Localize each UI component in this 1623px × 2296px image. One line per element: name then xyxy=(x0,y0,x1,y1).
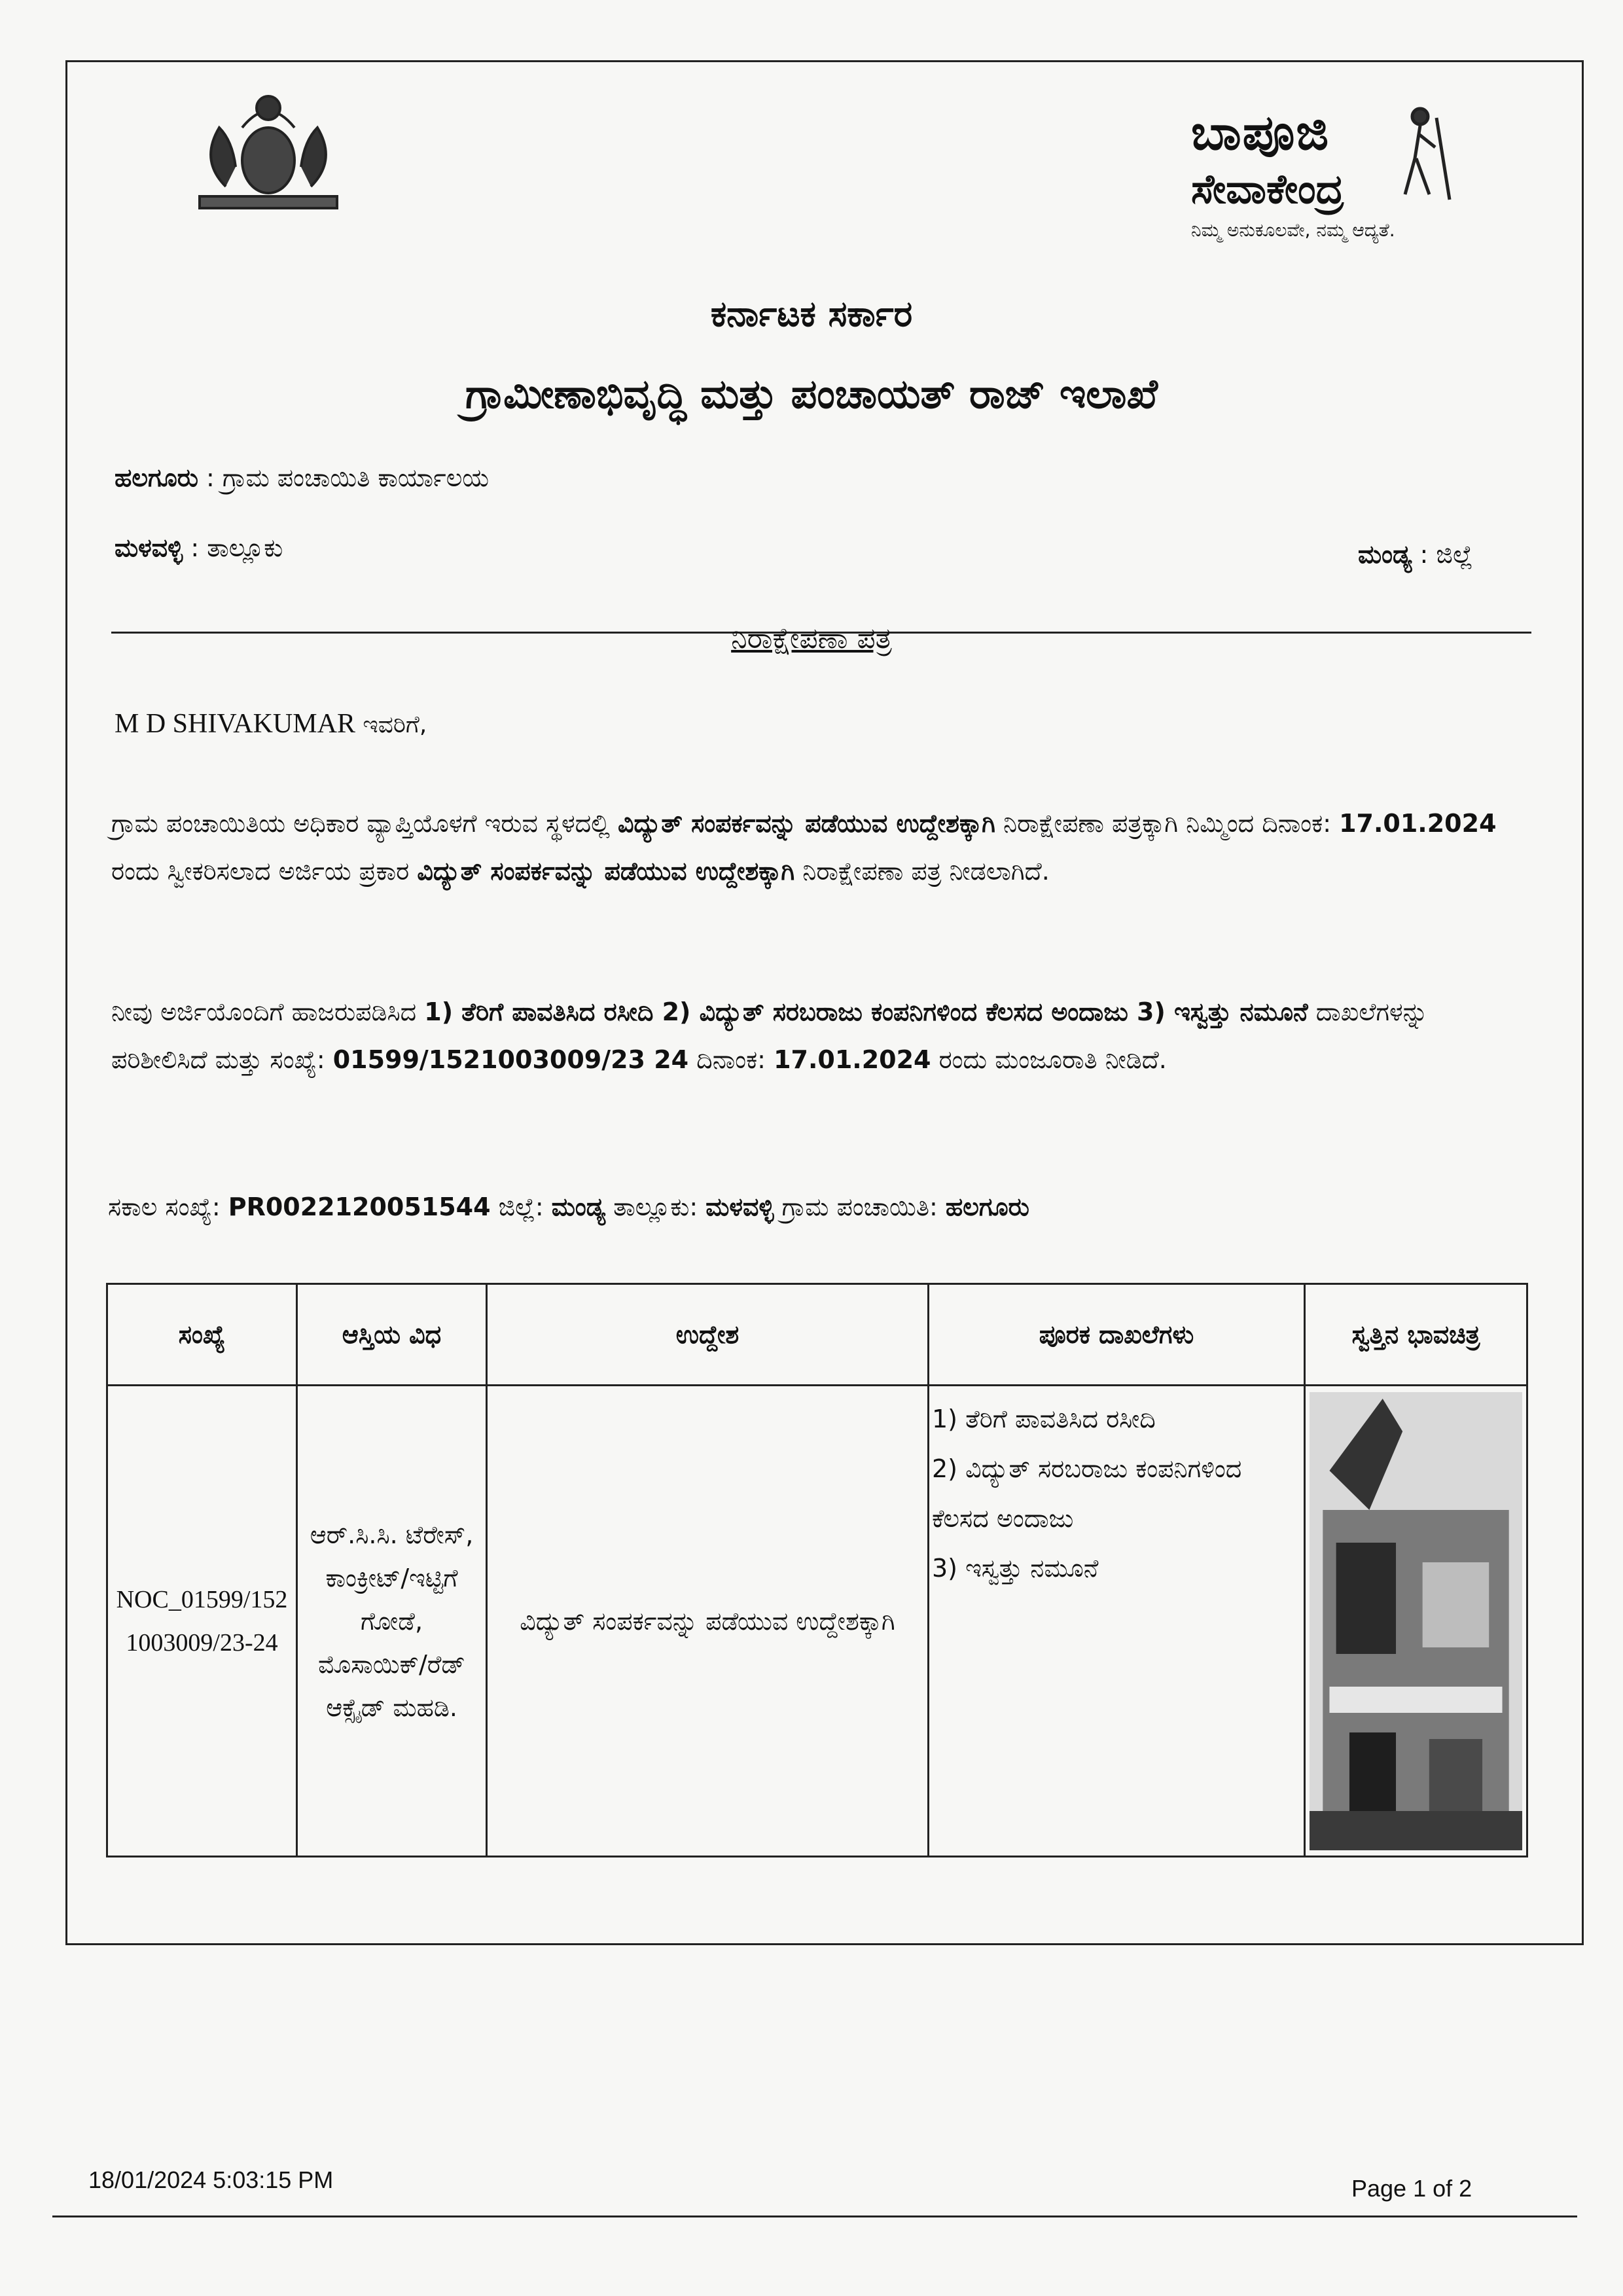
paragraph-1 xyxy=(111,800,1518,895)
property-photo xyxy=(1310,1392,1522,1850)
recipient-line xyxy=(115,708,427,740)
para1-purpose: ವಿದ್ಯುತ್ ಸಂಪರ್ಕವನ್ನು ಪಡೆಯುವ ಉದ್ದೇಶಕ್ಕಾಗಿ xyxy=(618,809,995,838)
para1-text-a: ಗ್ರಾಮ ಪಂಚಾಯಿತಿಯ ಅಧಿಕಾರ ವ್ಯಾಪ್ತಿಯೊಳಗೆ ಇರುವ ಸ್ಥಳದಲ್ಲಿ xyxy=(111,809,618,838)
recipient-suffix: ಇವರಿಗೆ, xyxy=(355,711,427,738)
sakala-number: PR0022120051544 xyxy=(228,1193,491,1221)
footer-divider xyxy=(52,2215,1577,2217)
gandhi-walking-icon xyxy=(1387,105,1466,203)
property-photo-cell xyxy=(1305,1386,1527,1857)
para2-text-d: ದಿನಾಂಕ: xyxy=(688,1045,774,1074)
bapuji-logo-tagline: ನಿಮ್ಮ ಅನುಕೂಲವೇ, ನಮ್ಮ ಆದ್ಯತೆ. xyxy=(1191,219,1395,241)
village-name: ಹಲಗೂರು xyxy=(115,463,198,492)
footer-timestamp: 18/01/2024 5:03:15 PM xyxy=(88,2166,334,2193)
document-item-3: 3) ಇಸ್ವತ್ತು ನಮೂನೆ xyxy=(932,1554,1099,1583)
document-title: ನಿರಾಕ್ಷೇಪಣಾ ಪತ್ರ xyxy=(731,622,892,655)
column-header-photo: ಸ್ವತ್ತಿನ ಭಾವಚಿತ್ರ xyxy=(1305,1284,1527,1386)
para2-number: 01599/1521003009/23 24 xyxy=(332,1045,689,1074)
column-header-purpose: ಉದ್ದೇಶ xyxy=(487,1284,929,1386)
recipient-name: M D SHIVAKUMAR xyxy=(115,709,355,739)
property-type-cell: ಆರ್.ಸಿ.ಸಿ. ಟೆರೇಸ್, ಕಾಂಕ್ರೀಟ್/ಇಟ್ಟಿಗೆ ಗೋಡೆ, ಮೊಸಾಯಿಕ್/ರೆಡ್ ಆಕ್ಸೈಡ್ ಮಹಡಿ. xyxy=(297,1386,487,1857)
sakala-gp-label: ಗ್ರಾಮ ಪಂಚಾಯಿತಿ: xyxy=(774,1193,946,1221)
taluk-line xyxy=(115,533,283,563)
para1-purpose-2: ವಿದ್ಯುತ್ ಸಂಪರ್ಕವನ್ನು ಪಡೆಯುವ ಉದ್ದೇಶಕ್ಕಾಗಿ xyxy=(417,857,795,886)
column-header-property-type: ಆಸ್ತಿಯ ವಿಧ xyxy=(297,1284,487,1386)
sakala-taluk: ಮಳವಳ್ಳಿ xyxy=(705,1193,774,1221)
document-item-1: 1) ತೆರಿಗೆ ಪಾವತಿಸಿದ ರಸೀದಿ xyxy=(932,1405,1156,1433)
karnataka-emblem-icon xyxy=(180,88,357,219)
para2-date: 17.01.2024 xyxy=(774,1045,931,1074)
para1-date: 17.01.2024 xyxy=(1339,809,1497,838)
column-header-documents: ಪೂರಕ ದಾಖಲೆಗಳು xyxy=(929,1284,1305,1386)
para1-text-f: ನಿರಾಕ್ಷೇಪಣಾ ಪತ್ರ ನೀಡಲಾಗಿದೆ. xyxy=(794,857,1050,886)
para2-documents: 1) ತೆರಿಗೆ ಪಾವತಿಸಿದ ರಸೀದಿ 2) ವಿದ್ಯುತ್ ಸರಬರಾಜು ಕಂಪನಿಗಳಿಂದ ಕೆಲಸದ ಅಂದಾಜು 3) ಇಸ್ವತ್ತು ನಮೂನೆ xyxy=(424,997,1308,1026)
sakala-district: ಮಂಡ್ಯ xyxy=(551,1193,606,1221)
office-line xyxy=(115,463,489,493)
purpose-cell: ವಿದ್ಯುತ್ ಸಂಪರ್ಕವನ್ನು ಪಡೆಯುವ ಉದ್ದೇಶಕ್ಕಾಗಿ xyxy=(487,1386,929,1857)
sakala-gp: ಹಲಗೂರು xyxy=(945,1193,1029,1221)
sakala-taluk-label: ತಾಲ್ಲೂಕು: xyxy=(605,1193,706,1221)
taluk-label: : ತಾಲ್ಲೂಕು xyxy=(190,533,283,562)
bapuji-logo-title: ಬಾಪೂಜಿ xyxy=(1191,105,1330,161)
para2-text-e: ರಂದು ಮಂಜೂರಾತಿ ನೀಡಿದೆ. xyxy=(931,1045,1167,1074)
paragraph-2 xyxy=(111,988,1518,1084)
para2-text-a: ನೀವು ಅರ್ಜಿಯೊಂದಿಗೆ ಹಾಜರುಪಡಿಸಿದ xyxy=(111,997,425,1026)
sakala-line xyxy=(108,1193,1029,1222)
para1-text-c: ನಿರಾಕ್ಷೇಪಣಾ ಪತ್ರಕ್ಕಾಗಿ ನಿಮ್ಮಿಂದ ದಿನಾಂಕ: xyxy=(995,809,1340,838)
table-header-row xyxy=(107,1284,1527,1386)
para1-text-d: ರಂದು ಸ್ವೀಕರಿಸಲಾದ ಅರ್ಜಿಯ ಪ್ರಕಾರ xyxy=(111,857,418,886)
office-label: : ಗ್ರಾಮ ಪಂಚಾಯಿತಿ ಕಾರ್ಯಾಲಯ xyxy=(206,463,490,492)
government-title: ಕರ್ನಾಟಕ ಸರ್ಕಾರ xyxy=(710,293,913,334)
district-line xyxy=(1358,540,1473,569)
district-name: ಮಂಡ್ಯ xyxy=(1358,540,1412,569)
table-row xyxy=(107,1386,1527,1857)
documents-cell xyxy=(929,1386,1305,1857)
district-label: : ಜಿಲ್ಲೆ xyxy=(1419,540,1473,569)
bapuji-logo-subtitle: ಸೇವಾಕೇಂದ್ರ xyxy=(1191,165,1344,213)
para2-text-c: ದಾಖಲೆಗಳನ್ನು ಪರಿಶೀಲಿಸಿದೆ ಮತ್ತು ಸಂಖ್ಯೆ: xyxy=(111,997,1428,1074)
noc-details-table xyxy=(106,1283,1528,1857)
sakala-district-label: ಜಿಲ್ಲೆ: xyxy=(490,1193,552,1221)
column-header-number: ಸಂಖ್ಯೆ xyxy=(107,1284,297,1386)
footer-page-number: Page 1 of 2 xyxy=(1351,2175,1472,2202)
document-item-2: 2) ವಿದ್ಯುತ್ ಸರಬರಾಜು ಕಂಪನಿಗಳಿಂದ ಕೆಲಸದ ಅಂದಾಜು xyxy=(932,1454,1242,1533)
taluk-name: ಮಳವಳ್ಳಿ xyxy=(115,533,183,562)
department-title: ಗ್ರಾಮೀಣಾಭಿವೃದ್ಧಿ ಮತ್ತು ಪಂಚಾಯತ್ ರಾಜ್ ಇಲಾಖೆ xyxy=(465,370,1158,418)
bapuji-seva-kendra-logo xyxy=(1191,105,1466,255)
sakala-label: ಸಕಾಲ ಸಂಖ್ಯೆ: xyxy=(108,1193,228,1221)
noc-number-cell: NOC_01599/1521003009/23-24 xyxy=(107,1386,297,1857)
